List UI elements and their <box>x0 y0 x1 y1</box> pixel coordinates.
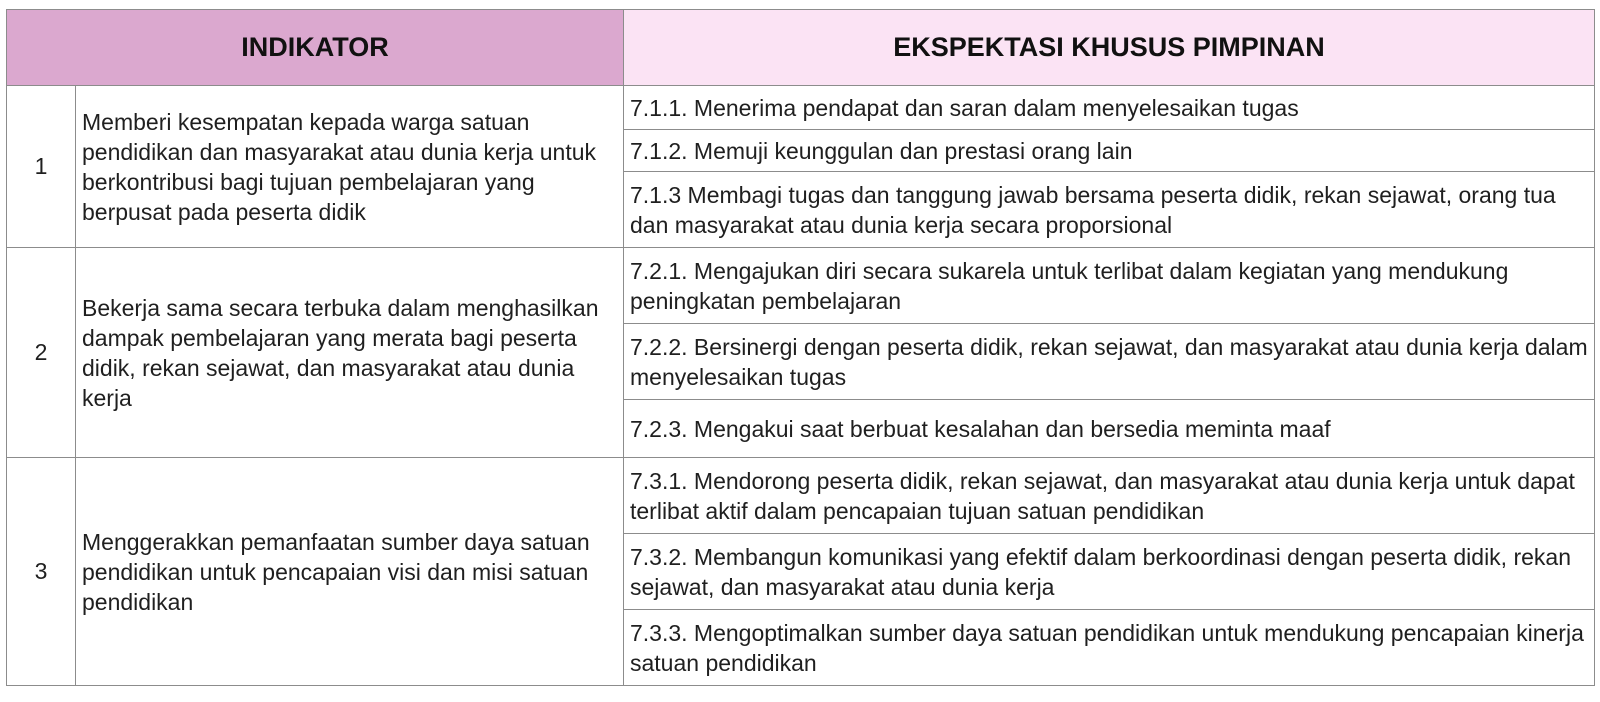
competency-table <box>6 9 1595 686</box>
table-row <box>7 248 1595 324</box>
expectation-cell: 7.2.1. Mengajukan diri secara sukarela untuk terlibat dalam kegiatan yang mendukung peningkatan pembelajaran <box>624 248 1595 324</box>
expectation-cell: 7.1.1. Menerima pendapat dan saran dalam menyelesaikan tugas <box>624 86 1595 130</box>
expectation-cell: 7.3.2. Membangun komunikasi yang efektif dalam berkoordinasi dengan peserta didik, rekan sejawat, dan masyarakat atau dunia kerja <box>624 534 1595 610</box>
row-number: 2 <box>7 248 76 458</box>
header-ekspektasi: EKSPEKTASI KHUSUS PIMPINAN <box>624 10 1595 86</box>
header-row <box>7 10 1595 86</box>
expectation-cell: 7.3.1. Mendorong peserta didik, rekan sejawat, dan masyarakat atau dunia kerja untuk dapat terlibat aktif dalam pencapaian tujuan satuan pendidikan <box>624 458 1595 534</box>
expectation-cell: 7.3.3. Mengoptimalkan sumber daya satuan pendidikan untuk mendukung pencapaian kinerja satuan pendidikan <box>624 610 1595 686</box>
expectation-cell: 7.1.3 Membagi tugas dan tanggung jawab bersama peserta didik, rekan sejawat, orang tua dan masyarakat atau dunia kerja secara proporsional <box>624 172 1595 248</box>
table-row <box>7 458 1595 534</box>
expectation-cell: 7.1.2. Memuji keunggulan dan prestasi orang lain <box>624 130 1595 172</box>
expectation-cell: 7.2.2. Bersinergi dengan peserta didik, rekan sejawat, dan masyarakat atau dunia kerja dalam menyelesaikan tugas <box>624 324 1595 400</box>
table-row <box>7 86 1595 130</box>
header-indikator: INDIKATOR <box>7 10 624 86</box>
indikator-cell: Memberi kesempatan kepada warga satuan pendidikan dan masyarakat atau dunia kerja untuk berkontribusi bagi tujuan pembelajaran yang berpusat pada peserta didik <box>76 86 624 248</box>
row-number: 3 <box>7 458 76 686</box>
row-number: 1 <box>7 86 76 248</box>
indikator-cell: Menggerakkan pemanfaatan sumber daya satuan pendidikan untuk pencapaian visi dan misi satuan pendidikan <box>76 458 624 686</box>
expectation-cell: 7.2.3. Mengakui saat berbuat kesalahan dan bersedia meminta maaf <box>624 400 1595 458</box>
indikator-cell: Bekerja sama secara terbuka dalam menghasilkan dampak pembelajaran yang merata bagi peserta didik, rekan sejawat, dan masyarakat atau dunia kerja <box>76 248 624 458</box>
